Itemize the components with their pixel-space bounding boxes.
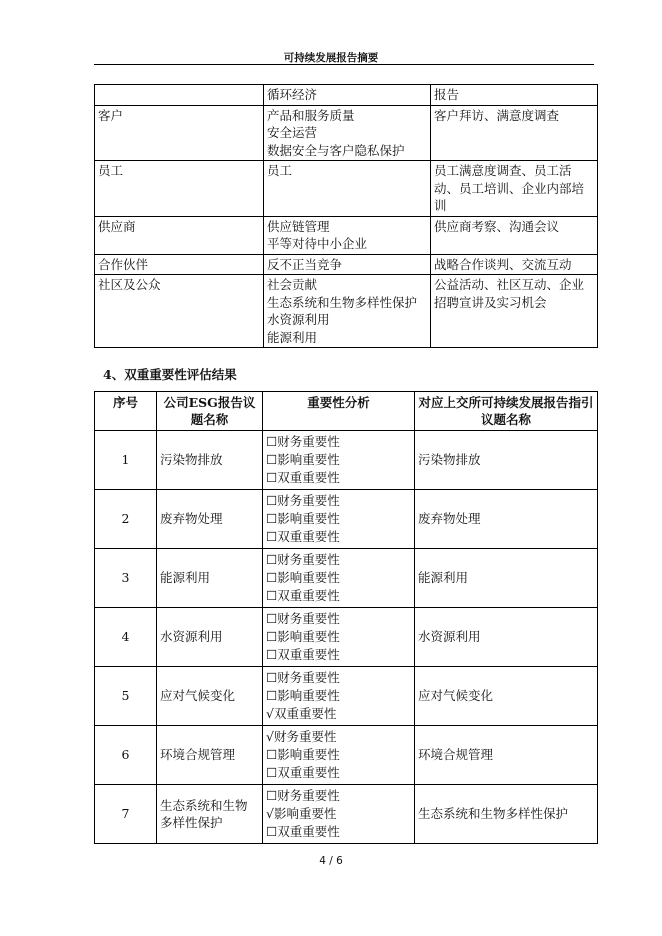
materiality-checkbox: ☐双重重要性 [266,529,340,544]
row-number-cell: 2 [95,490,157,549]
table-row [95,275,598,348]
materiality-options-cell [263,785,415,844]
party-cell: 合作伙伴 [95,254,264,275]
sse-topic-cell: 环境合规管理 [415,726,598,785]
materiality-checkbox: ☐双重重要性 [266,765,340,780]
row-number-cell: 1 [95,431,157,490]
topic-name-cell: 废弃物处理 [157,490,263,549]
sse-topic-cell: 生态系统和生物多样性保护 [415,785,598,844]
table-row [95,667,598,726]
topics-cell [264,254,431,275]
header-cell: 序号 [95,392,157,431]
materiality-checkbox: ☐双重重要性 [266,470,340,485]
topic-line: 生态系统和生物多样性保护 [267,294,418,310]
row-number-cell: 3 [95,549,157,608]
page-number: 4 / 6 [319,855,343,867]
party-cell: 供应商 [95,216,264,254]
table-row [95,216,598,254]
materiality-checkbox: ☐财务重要性 [266,552,340,567]
materiality-checkbox: ☐财务重要性 [266,670,340,685]
materiality-options-cell [263,549,415,608]
sse-topic-cell: 废弃物处理 [415,490,598,549]
materiality-checkbox: ☐财务重要性 [266,493,340,508]
channels-cell: 供应商考察、沟通会议 [431,216,598,254]
materiality-checkbox: ☐影响重要性 [266,629,340,644]
sse-topic-cell: 能源利用 [415,549,598,608]
section-title: 4、双重重要性评估结果 [103,367,237,382]
topic-line: 供应链管理 [267,218,330,234]
sse-topic-cell: 水资源利用 [415,608,598,667]
channels-cell: 战略合作谈判、交流互动 [431,254,598,275]
materiality-options-cell [263,667,415,726]
party-cell: 员工 [95,161,264,217]
row-number-cell: 4 [95,608,157,667]
header-cell: 对应上交所可持续发展报告指引议题名称 [415,392,598,431]
page-header-title: 可持续发展报告摘要 [283,52,379,64]
topic-name-cell: 环境合规管理 [157,726,263,785]
materiality-checkbox: ☐影响重要性 [266,688,340,703]
materiality-checkbox: ☐双重重要性 [266,647,340,662]
sse-topic-cell: 应对气候变化 [415,667,598,726]
materiality-checkbox: ☐财务重要性 [266,611,340,626]
materiality-checkbox: ☐财务重要性 [266,788,340,803]
table-row [95,549,598,608]
materiality-body [95,431,598,844]
table-header-row [95,392,598,431]
header-cell: 报告 [431,85,598,106]
materiality-options-cell [263,431,415,490]
topic-line: 员工 [267,163,293,178]
materiality-checkbox: ☐影响重要性 [266,570,340,585]
channels-cell: 员工满意度调查、员工活动、员工培训、企业内部培训 [431,161,598,217]
channels-cell: 客户拜访、满意度调查 [431,105,598,161]
table-row [95,254,598,275]
topic-line: 能源利用 [267,329,318,345]
materiality-checkbox: ☐影响重要性 [266,747,340,762]
header-cell: 公司ESG报告议题名称 [157,392,263,431]
materiality-options-cell [263,726,415,785]
table-row [95,608,598,667]
table-row [95,161,598,217]
topic-name-cell: 生态系统和生物多样性保护 [157,785,263,844]
topic-name-cell: 污染物排放 [157,431,263,490]
table-header-row [95,85,598,106]
materiality-checkbox: ☐双重重要性 [266,824,340,839]
materiality-checkbox: ☐影响重要性 [266,452,340,467]
party-cell: 社区及公众 [95,275,264,348]
topic-line: 数据安全与客户隐私保护 [267,142,405,158]
table-row [95,105,598,161]
topic-name-cell: 能源利用 [157,549,263,608]
topic-line: 水资源利用 [267,312,330,327]
topic-line: 安全运营 [267,125,318,140]
topic-line: 产品和服务质量 [267,107,355,123]
materiality-options-cell [263,608,415,667]
stakeholder-table [94,84,598,348]
header-divider [94,64,594,65]
row-number-cell: 6 [95,726,157,785]
materiality-checkbox: √影响重要性 [266,806,337,821]
party-cell: 客户 [95,105,264,161]
row-number-cell: 5 [95,667,157,726]
materiality-table [94,391,598,844]
table-row [95,490,598,549]
topic-line: 反不正当竞争 [267,256,343,272]
table-row [95,726,598,785]
topic-name-cell: 应对气候变化 [157,667,263,726]
topics-cell [264,216,431,254]
header-cell [95,85,264,106]
materiality-checkbox: √双重重要性 [266,706,337,721]
topics-cell [264,105,431,161]
header-cell: 重要性分析 [263,392,415,431]
materiality-checkbox: ☐双重重要性 [266,588,340,603]
topics-cell [264,275,431,348]
sse-topic-cell: 污染物排放 [415,431,598,490]
materiality-checkbox: √财务重要性 [266,729,337,744]
topics-cell [264,161,431,217]
channels-cell: 公益活动、社区互动、企业招聘宣讲及实习机会 [431,275,598,348]
materiality-checkbox: ☐财务重要性 [266,434,340,449]
row-number-cell: 7 [95,785,157,844]
header-cell: 循环经济 [264,85,431,106]
topic-line: 平等对待中小企业 [267,236,368,251]
materiality-checkbox: ☐影响重要性 [266,511,340,526]
topic-line: 社会贡献 [267,277,318,292]
topic-name-cell: 水资源利用 [157,608,263,667]
materiality-options-cell [263,490,415,549]
table-row [95,785,598,844]
table-row [95,431,598,490]
